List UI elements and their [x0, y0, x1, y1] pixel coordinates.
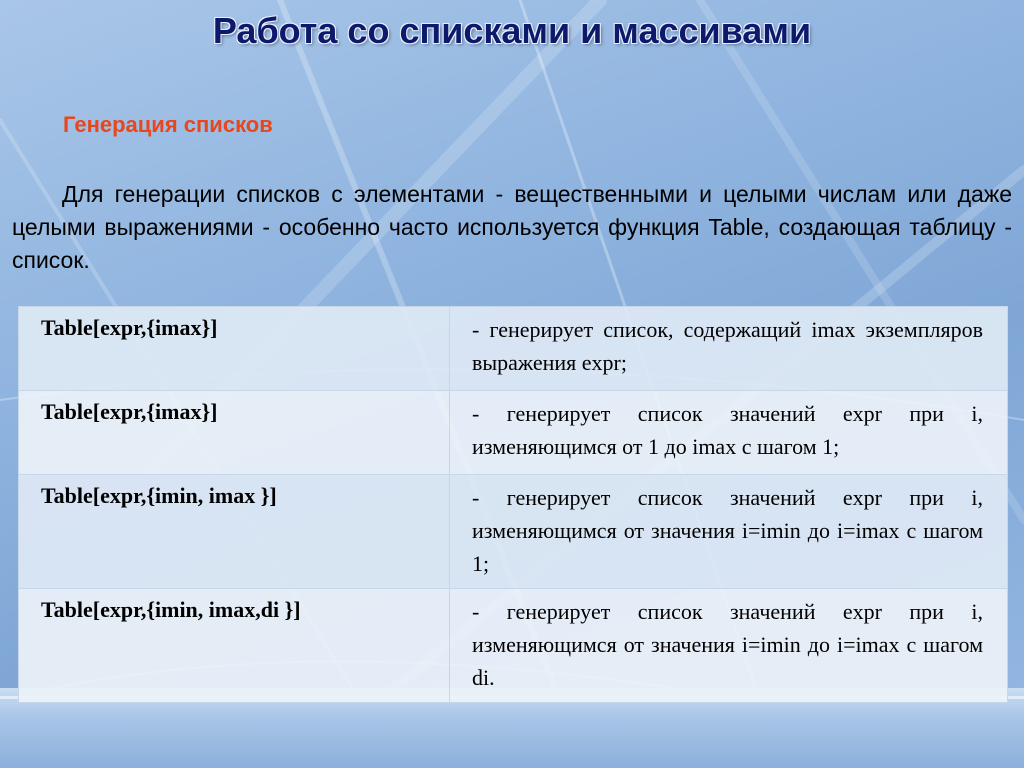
- intro-paragraph: Для генерации списков с элементами - вещественными и целыми числам или даже целыми выражениями - особенно часто используется функция Table, создающая таблицу - список.: [12, 181, 1012, 273]
- function-cell: Table[expr,{imax}]: [19, 307, 450, 391]
- function-cell: Table[expr,{imax}]: [19, 391, 450, 475]
- table-row: [19, 391, 1008, 475]
- slide-subtitle: Генерация списков: [63, 112, 273, 137]
- description-cell: - генерирует список, содержащий imax экземпляров выражения expr;: [450, 307, 1008, 391]
- description-cell: - генерирует список значений expr при i, изменяющимся от значения i=imin до i=imax с шагом di.: [450, 589, 1008, 703]
- slide-title: Работа со списками и массивами: [212, 10, 812, 51]
- description-cell: - генерирует список значений expr при i, изменяющимся от значения i=imin до i=imax с шагом 1;: [450, 475, 1008, 589]
- function-cell: Table[expr,{imin, imax }]: [19, 475, 450, 589]
- table-row: [19, 589, 1008, 703]
- table-functions: [18, 306, 1008, 703]
- table-row: [19, 475, 1008, 589]
- function-cell: Table[expr,{imin, imax,di }]: [19, 589, 450, 703]
- description-cell: - генерирует список значений expr при i, изменяющимся от 1 до imax с шагом 1;: [450, 391, 1008, 475]
- table-row: [19, 307, 1008, 391]
